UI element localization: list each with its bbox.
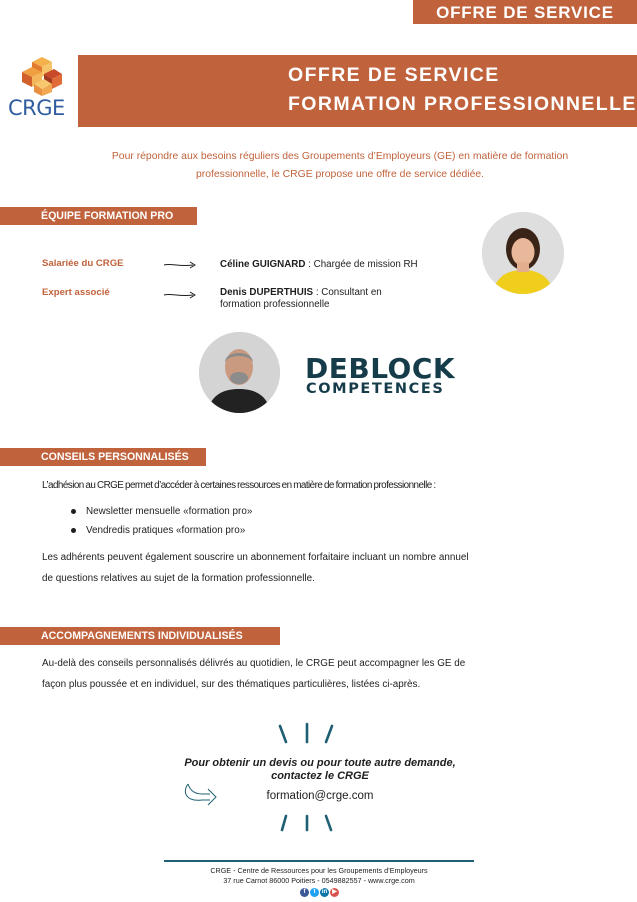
arrow-right-icon [163,290,197,300]
crge-logo-text: CRGE [8,96,65,120]
avatar-denis [199,332,280,413]
deblock-logo-line-1: DEBLOCK [305,352,456,385]
member-celine-name: Céline GUIGNARD [220,259,306,270]
footer-line-1: CRGE - Centre de Ressources pour les Groupements d’Employeurs [210,866,428,875]
list-item: Vendredis pratiques «formation pro» [71,521,252,540]
section-heading-support: ACCOMPAGNEMENTS INDIVIDUALISÉS [0,627,280,645]
member-denis-title-2: formation professionnelle [220,299,330,310]
burst-top-icon [270,720,340,748]
intro-text [60,148,620,184]
arrow-right-icon [163,260,197,270]
deblock-competences-logo [305,352,456,402]
advice-bullet-list [71,502,252,540]
avatar-celine-illustration [482,212,564,294]
deblock-logo-line-2: COMPETENCES [306,381,445,397]
twitter-icon[interactable]: t [310,888,319,897]
advice-body-line-2: de questions relatives au sujet de la formation professionnelle. [42,573,315,584]
member-denis-name: Denis DUPERTHUIS [220,287,314,298]
member-celine [220,259,418,271]
list-item: Newsletter mensuelle «formation pro» [71,502,252,521]
title-line-1: OFFRE DE SERVICE [288,64,500,86]
contact-email-link[interactable]: formation@crge.com [266,790,374,802]
support-body-line-2: façon plus poussée et en individuel, sur des thématiques particulières, listées ci-après. [42,679,421,690]
linkedin-icon[interactable]: in [321,889,328,895]
contact-line-1: Pour obtenir un devis ou pour toute autre demande, [184,757,456,769]
advice-intro: L’adhésion au CRGE permet d’accéder à certaines ressources en matière de formation professionnelle : [42,480,436,491]
burst-bottom-icon [270,812,340,834]
facebook-icon[interactable]: f [300,888,309,897]
contact-line-2: contactez le CRGE [271,770,369,782]
advice-body-line-1: Les adhérents peuvent également souscrire un abonnement forfaitaire incluant un nombre annuel [42,552,469,563]
role-label-celine: Salariée du CRGE [42,258,124,269]
advice-body [42,547,560,589]
youtube-icon[interactable]: ▶ [330,888,339,897]
footer-line-2: 37 rue Carnot 86000 Poitiers - 0549882557 - www.crge.com [223,876,415,885]
member-celine-title: : Chargée de mission RH [305,259,418,270]
avatar-denis-illustration [199,332,280,413]
top-tag: OFFRE DE SERVICE [413,0,637,24]
section-heading-advice: CONSEILS PERSONNALISÉS [0,448,206,466]
footer-divider [164,860,474,862]
member-denis [220,287,382,311]
member-denis-title-1: : Consultant en [313,287,382,298]
title-line-2: FORMATION PROFESSIONNELLE [288,93,637,115]
intro-line-2: professionnelle, le CRGE propose une offre de service dédiée. [195,169,485,180]
role-label-denis: Expert associé [42,287,110,298]
title-banner [78,55,637,127]
support-body-line-1: Au-delà des conseils personnalisés délivrés au quotidien, le CRGE peut accompagner les GE de [42,658,466,669]
section-heading-team: ÉQUIPE FORMATION PRO [0,207,197,225]
support-body [42,653,560,695]
intro-line-1: Pour répondre aux besoins réguliers des Groupements d’Employeurs (GE) en matière de formation [111,151,569,162]
avatar-celine [482,212,564,294]
